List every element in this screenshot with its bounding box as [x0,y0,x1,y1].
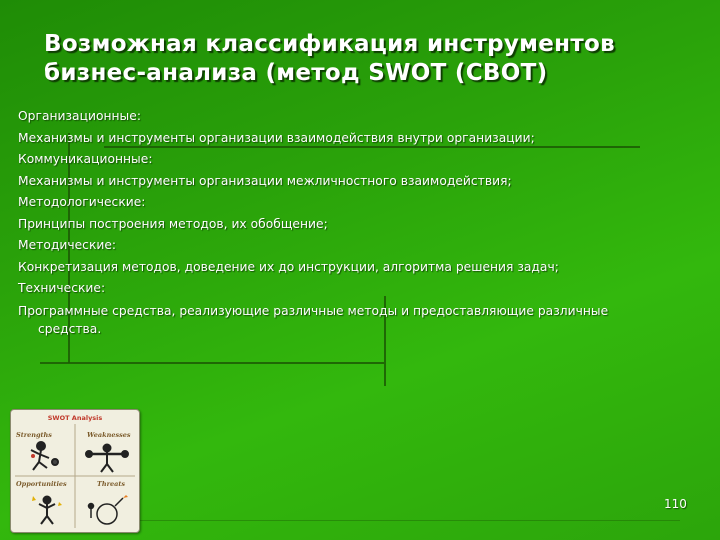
item-organizational-text: Механизмы и инструменты организации взаимодействия внутри организации; [18,130,535,145]
item-methodological-text: Принципы построения методов, их обобщение; [18,216,328,231]
swot-image-title: SWOT Analysis [47,414,103,422]
strengths-figure-icon [31,442,58,470]
item-organizational-heading: Организационные: [18,109,141,123]
slide-title-line-2: бизнес-анализа (метод SWOT (СВОТ) [44,60,548,86]
weaknesses-figure-icon [86,445,128,473]
item-communication-text: Механизмы и инструменты организации межличностного взаимодействия; [18,173,512,188]
slide-title [44,30,684,88]
swot-analysis-image [10,409,140,533]
swot-grid-illustration [11,410,139,532]
swot-opportunities-label: Opportunities [16,480,67,488]
decor-line-mid [40,362,384,364]
item-technical-text: Программные средства, реализующие различные методы и предоставляющие различные средства. [18,303,609,336]
swot-threats-label: Threats [97,480,125,488]
item-methodical-heading: Методические: [18,238,117,252]
item-methodological-heading: Методологические: [18,195,146,209]
item-technical-heading: Технические: [18,281,106,295]
classification-list [18,106,668,338]
opportunities-figure-icon [32,496,62,524]
swot-strengths-label: Strengths [16,431,52,439]
slide-title-line-1: Возможная классификация инструментов [44,31,615,57]
page-number: 110 [664,497,687,511]
item-communication-heading: Коммуникационные: [18,152,153,166]
item-methodical-text: Конкретизация методов, доведение их до инструкции, алгоритма решения задач; [18,259,559,274]
threats-figure-icon [89,495,129,524]
swot-weaknesses-label: Weaknesses [87,431,131,439]
decor-line-low [140,520,680,521]
